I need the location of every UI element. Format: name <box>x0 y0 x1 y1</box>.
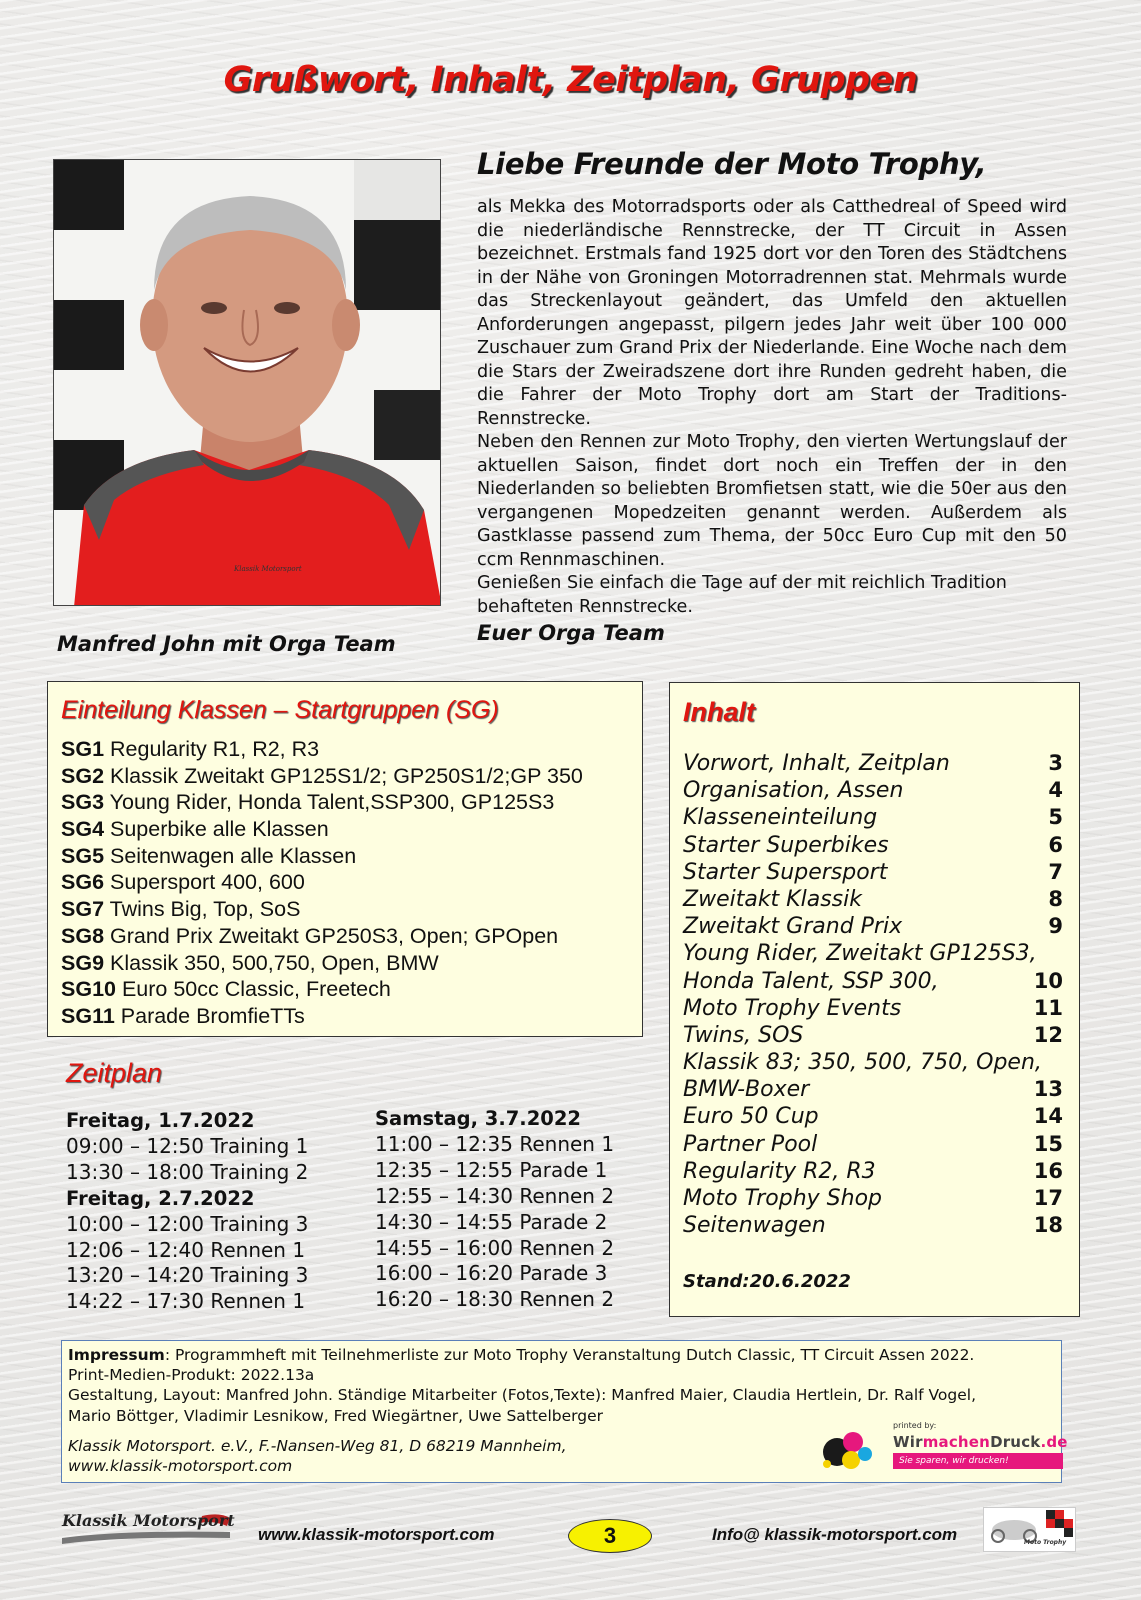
greeting-paragraph: als Mekka des Motorradsports oder als Catthedreal of Speed wird die niederländische Rennstrecke, der TT Circuit in Assen bezeichnet. Erstmals fand 1925 dort vor den Toren des Städtchens in der Nähe von Groningen Motorradrennen stat. Mehrmals wurde das Streckenlayout geändert, das Umfeld den aktuellen Anforderungen angepasst, pilgern jedes Jahr weit über 100 000 Zuschauer zum Grand Prix der Niederlande. Eine Woche nach dem die Stars der Zweiradszene dort ihre Runden gedreht haben, die die Fahrer der Moto Trophy dort am Start der Traditions-Rennstrecke. <box>477 197 1067 429</box>
toc-page: 14 <box>1033 1104 1063 1129</box>
class-text: Parade BromfieTTs <box>114 1003 305 1028</box>
moto-trophy-logo <box>983 1507 1076 1552</box>
toc-item[interactable] <box>683 1131 1063 1158</box>
schedule-slot: 13:30 – 18:00 Training 2 <box>66 1159 309 1184</box>
toc-item[interactable] <box>683 1158 1063 1185</box>
toc-label: Partner Pool <box>683 1131 818 1157</box>
toc-item[interactable] <box>683 1076 1063 1103</box>
toc-label: Starter Superbikes <box>683 832 889 858</box>
schedule-slot: 12:55 – 14:30 Rennen 2 <box>375 1183 615 1208</box>
toc-item[interactable] <box>683 859 1063 886</box>
class-row <box>61 923 641 950</box>
class-text: Grand Prix Zweitakt GP250S3, Open; GPOpen <box>104 923 559 948</box>
moto-trophy-label: Moto Trophy <box>1024 1539 1067 1546</box>
toc-page: 16 <box>1033 1158 1063 1183</box>
toc-item[interactable] <box>683 804 1063 831</box>
toc-page: 13 <box>1033 1077 1063 1102</box>
class-text: Seitenwagen alle Klassen <box>104 843 357 868</box>
schedule-slot: 10:00 – 12:00 Training 3 <box>66 1211 309 1236</box>
class-code: SG1 <box>61 737 105 761</box>
ink-drops-icon <box>815 1420 895 1475</box>
toc-page: 4 <box>1048 778 1063 803</box>
greeting-paragraph: Genießen Sie einfach die Tage auf der mit reichlich Tradition behafteten Rennstrecke. <box>477 573 1007 617</box>
classes-list <box>61 736 641 1030</box>
printer-name-part: machen <box>922 1433 991 1451</box>
toc-page: 12 <box>1033 1022 1063 1047</box>
schedule-title: Zeitplan <box>66 1058 163 1088</box>
class-text: Regularity R1, R2, R3 <box>104 737 320 761</box>
toc-label: Twins, SOS <box>683 1022 804 1048</box>
imprint-line4: Mario Böttger, Vladimir Lesnikow, Fred Wiegärtner, Uwe Sattelberger <box>68 1406 603 1425</box>
imprint-address: Klassik Motorsport. e.V., F.-Nansen-Weg 81, D 68219 Mannheim, <box>68 1436 567 1455</box>
toc-item[interactable] <box>683 940 1063 967</box>
class-text: Euro 50cc Classic, Freetech <box>115 977 391 1002</box>
toc-page: 10 <box>1033 968 1063 993</box>
class-text: Superbike alle Klassen <box>104 817 329 842</box>
classes-box <box>47 681 643 1037</box>
class-text: Twins Big, Top, SoS <box>104 897 301 922</box>
class-row <box>61 869 641 896</box>
printer-name-part: Wir <box>893 1433 923 1451</box>
class-code: SG10 <box>61 977 116 1002</box>
class-code: SG9 <box>61 950 105 975</box>
toc-label: Euro 50 Cup <box>683 1104 819 1130</box>
toc-label: Klasseneinteilung <box>683 805 878 831</box>
class-text: Supersport 400, 600 <box>104 870 305 895</box>
toc-box <box>669 682 1080 1317</box>
toc-label: Zweitakt Grand Prix <box>683 914 903 940</box>
imprint-line2: Print-Medien-Produkt: 2022.13a <box>68 1366 315 1385</box>
toc-page: 6 <box>1048 832 1063 857</box>
class-row <box>61 736 641 763</box>
imprint-line1: : Programmheft mit Teilnehmerliste zur Moto Trophy Veranstaltung Dutch Classic, TT Circuit Assen 2022. <box>164 1346 975 1364</box>
page-number-badge: 3 <box>568 1519 652 1553</box>
class-row <box>61 843 641 870</box>
toc-label: BMW-Boxer <box>683 1077 810 1103</box>
footer-website-link[interactable]: www.klassik-motorsport.com <box>258 1525 495 1544</box>
printer-name-part: .de <box>1040 1433 1068 1451</box>
toc-item[interactable] <box>683 832 1063 859</box>
toc-page: 7 <box>1048 859 1063 884</box>
toc-page: 9 <box>1048 914 1063 939</box>
class-row <box>61 816 641 843</box>
toc-stand-date: Stand:20.6.2022 <box>683 1271 851 1292</box>
toc-label: Moto Trophy Events <box>683 995 902 1021</box>
toc-item[interactable] <box>683 886 1063 913</box>
toc-item[interactable] <box>683 1022 1063 1049</box>
greeting-signature: Euer Orga Team <box>477 621 665 645</box>
toc-item[interactable] <box>683 1212 1063 1239</box>
printer-name-part: Druck <box>990 1433 1041 1451</box>
schedule-slot: 13:20 – 14:20 Training 3 <box>66 1263 309 1288</box>
photo-caption: Manfred John mit Orga Team <box>57 632 396 656</box>
class-row <box>61 763 641 790</box>
class-row <box>61 789 641 816</box>
greeting-body <box>477 196 1067 619</box>
toc-label: Seitenwagen <box>683 1213 826 1239</box>
class-code: SG11 <box>61 1003 115 1028</box>
class-code: SG6 <box>61 870 105 895</box>
toc-page: 18 <box>1033 1213 1063 1238</box>
toc-item[interactable] <box>683 995 1063 1022</box>
toc-label: Regularity R2, R3 <box>683 1158 876 1184</box>
toc-page: 11 <box>1033 995 1063 1020</box>
toc-label: Klassik 83; 350, 500, 750, Open, <box>683 1050 1042 1076</box>
toc-item[interactable] <box>683 968 1063 995</box>
class-text: Young Rider, Honda Talent,SSP300, GP125S3 <box>104 790 555 815</box>
imprint-website[interactable]: www.klassik-motorsport.com <box>68 1457 293 1476</box>
toc-item[interactable] <box>683 1185 1063 1212</box>
class-code: SG3 <box>61 790 105 815</box>
schedule-slot: 14:22 – 17:30 Rennen 1 <box>66 1289 306 1314</box>
toc-item[interactable] <box>683 750 1063 777</box>
classes-title: Einteilung Klassen – Startgruppen (SG) <box>61 696 499 724</box>
toc-title: Inhalt <box>683 697 755 727</box>
printer-tagline: Sie sparen, wir drucken! <box>893 1453 1063 1469</box>
class-row <box>61 896 641 923</box>
footer-email-link[interactable]: Info@ klassik-motorsport.com <box>712 1525 958 1544</box>
toc-label: Moto Trophy Shop <box>683 1186 883 1211</box>
class-code: SG2 <box>61 763 105 788</box>
schedule-slot: 16:20 – 18:30 Rennen 2 <box>375 1287 615 1312</box>
toc-item[interactable] <box>683 913 1063 940</box>
schedule-day: Samstag, 3.7.2022 <box>375 1107 581 1130</box>
class-code: SG4 <box>61 817 105 842</box>
greeting-title: Liebe Freunde der Moto Trophy, <box>477 147 987 181</box>
toc-list <box>683 750 1063 1239</box>
schedule-right-column <box>375 1106 614 1313</box>
schedule-slot: 12:06 – 12:40 Rennen 1 <box>66 1237 306 1262</box>
class-row <box>61 976 641 1003</box>
class-code: SG5 <box>61 843 105 868</box>
imprint-label: Impressum <box>68 1346 165 1364</box>
schedule-slot: 16:00 – 16:20 Parade 3 <box>375 1261 608 1286</box>
toc-label: Zweitakt Klassik <box>683 886 862 912</box>
toc-label: Vorwort, Inhalt, Zeitplan <box>683 751 950 776</box>
shirt-logo: Klassik Motorsport <box>234 565 302 573</box>
toc-item[interactable] <box>683 777 1063 804</box>
printer-name <box>893 1433 1068 1451</box>
class-code: SG8 <box>61 923 105 948</box>
schedule-slot: 09:00 – 12:50 Training 1 <box>66 1133 309 1158</box>
portrait-photo <box>53 159 441 606</box>
printer-small-label: printed by: <box>893 1421 937 1430</box>
page-title: Grußwort, Inhalt, Zeitplan, Gruppen <box>223 60 918 100</box>
toc-label: Young Rider, Zweitakt GP125S3, <box>683 941 1037 967</box>
schedule-left-column <box>66 1108 308 1315</box>
toc-page: 15 <box>1033 1131 1063 1156</box>
schedule-slot: 11:00 – 12:35 Rennen 1 <box>375 1131 615 1156</box>
schedule-slot: 14:55 – 16:00 Rennen 2 <box>375 1235 615 1260</box>
toc-page: 17 <box>1033 1186 1063 1210</box>
imprint-line <box>68 1345 1058 1365</box>
toc-label: Honda Talent, SSP 300, <box>683 968 939 994</box>
toc-item[interactable] <box>683 1103 1063 1130</box>
imprint-line3: Gestaltung, Layout: Manfred John. Ständige Mitarbeiter (Fotos,Texte): Manfred Maier, Claudia Hertlein, Dr. Ralf Vogel, <box>68 1386 977 1405</box>
toc-label: Organisation, Assen <box>683 778 904 804</box>
schedule-slot: 12:35 – 12:55 Parade 1 <box>375 1157 608 1182</box>
class-row <box>61 1003 641 1030</box>
class-text: Klassik Zweitakt GP125S1/2; GP250S1/2;GP 350 <box>104 763 583 788</box>
toc-page: 5 <box>1048 805 1063 830</box>
footer-logo-text: Klassik Motorsport <box>62 1511 235 1530</box>
toc-page: 3 <box>1048 751 1063 775</box>
class-text: Klassik 350, 500,750, Open, BMW <box>104 950 439 975</box>
toc-page: 8 <box>1048 886 1063 911</box>
schedule-day: Freitag, 1.7.2022 <box>66 1109 255 1132</box>
class-row <box>61 950 641 977</box>
toc-item[interactable] <box>683 1049 1063 1076</box>
class-code: SG7 <box>61 897 105 922</box>
toc-label: Starter Supersport <box>683 859 888 885</box>
schedule-slot: 14:30 – 14:55 Parade 2 <box>375 1209 608 1234</box>
greeting-paragraph: Neben den Rennen zur Moto Trophy, den vierten Wertungslauf der aktuellen Saison, findet dort noch ein Treffen der in den Niederlanden so beliebten Bromfietsen statt, wie die 50er aus den vergangenen Mopedzeiten genannt werden. Außerdem als Gastklasse passend zum Thema, der 50cc Euro Cup mit den 50 ccm Rennmaschinen. <box>477 432 1067 570</box>
schedule-day: Freitag, 2.7.2022 <box>66 1186 255 1210</box>
